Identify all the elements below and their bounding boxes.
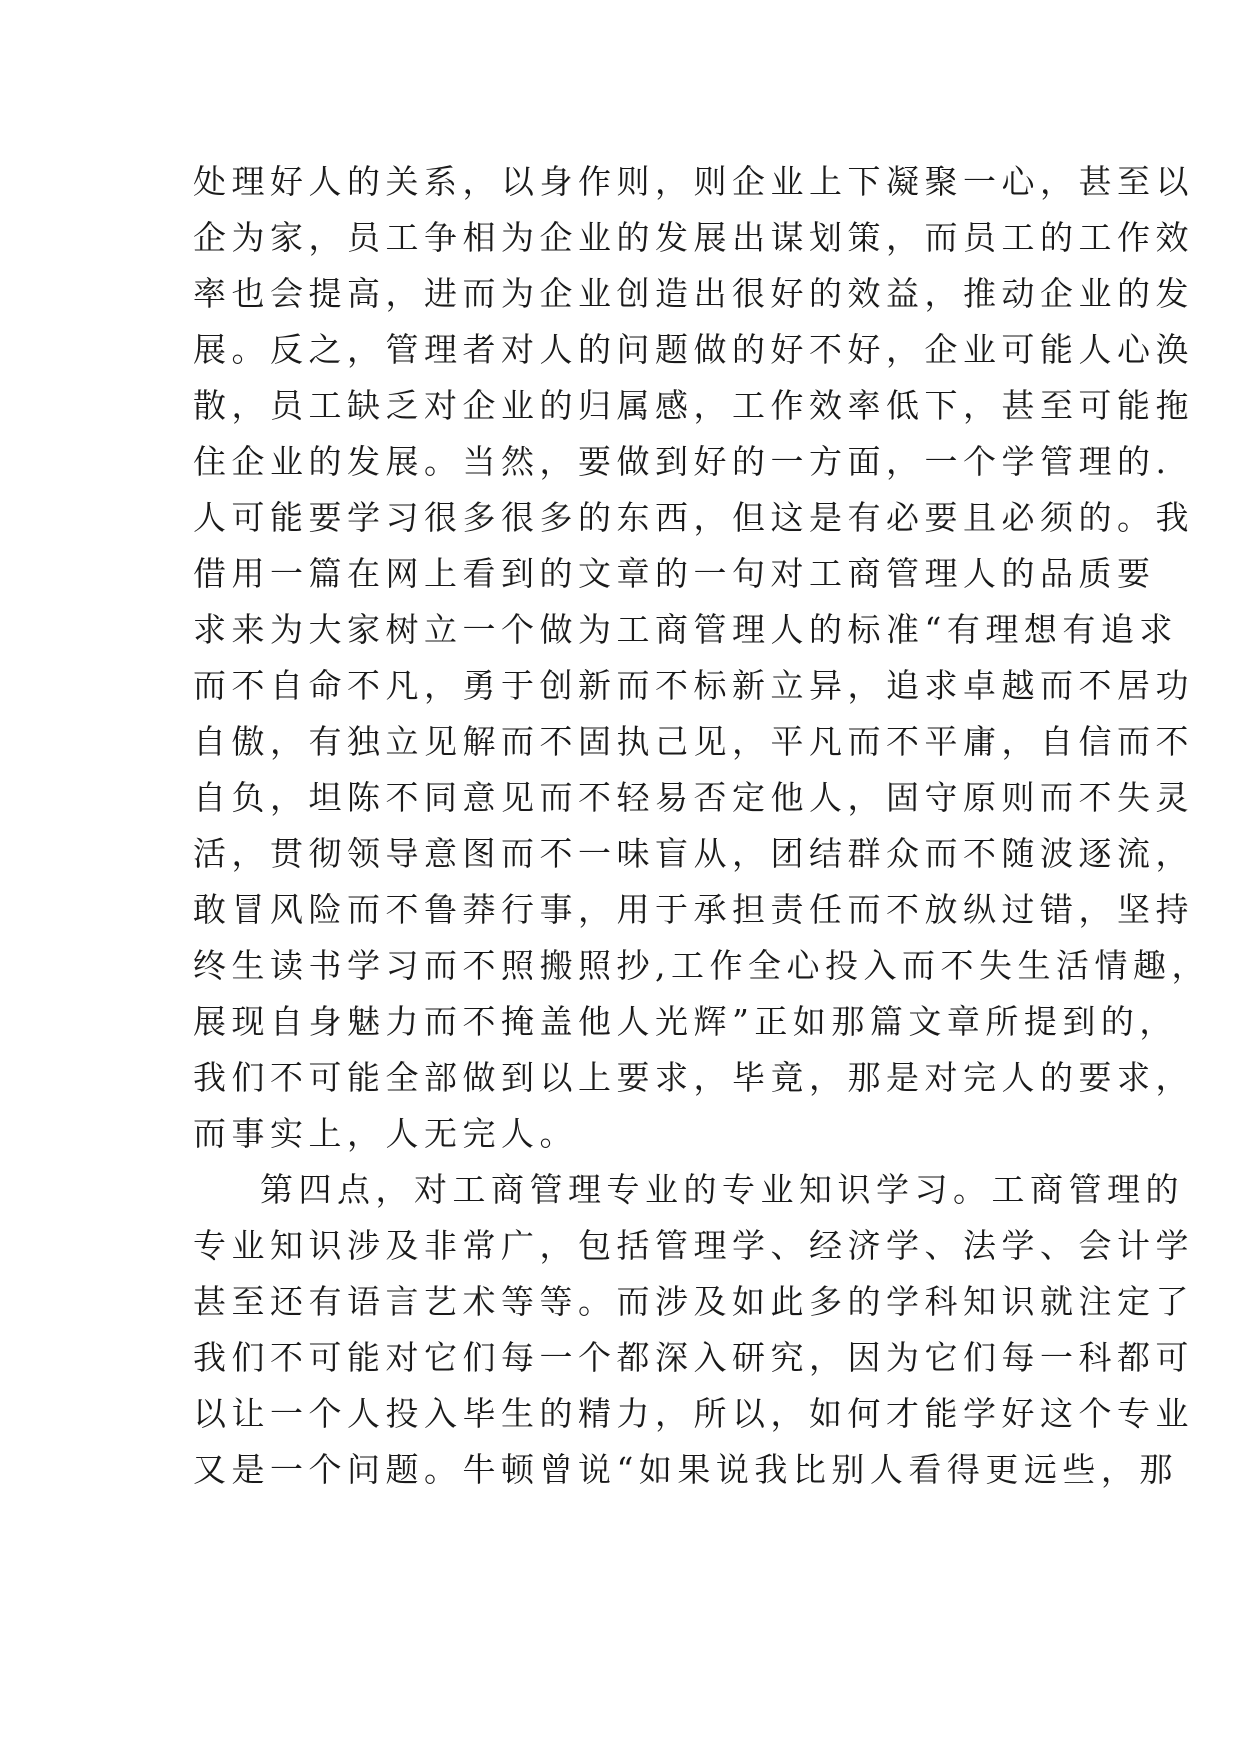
text-line: 又是一个问题。牛顿曾说“如果说我比别人看得更远些，那 [193, 1450, 1178, 1489]
text-line: 专业知识涉及非常广，包括管理学、经济学、法学、会计学 [193, 1226, 1194, 1265]
text-line: 展。反之，管理者对人的问题做的好不好，企业可能人心涣 [193, 330, 1194, 369]
text-line: 自傲，有独立见解而不固执己见，平凡而不平庸，自信而不 [193, 722, 1194, 761]
text-line: 自负，坦陈不同意见而不轻易否定他人，固守原则而不失灵 [193, 778, 1194, 817]
text-line: 展现自身魅力而不掩盖他人光辉”正如那篇文章所提到的， [193, 1002, 1178, 1041]
text-line: 敢冒风险而不鲁莽行事，用于承担责任而不放纵过错，坚持 [193, 890, 1194, 929]
text-line: 率也会提高，进而为企业创造出很好的效益，推动企业的发 [193, 274, 1194, 313]
text-line: 我们不可能对它们每一个都深入研究，因为它们每一科都可 [193, 1338, 1194, 1377]
text-line: 终生读书学习而不照搬照抄,工作全心投入而不失生活情趣， [193, 946, 1210, 985]
text-line: 借用一篇在网上看到的文章的一句对工商管理人的品质要 [193, 554, 1156, 593]
text-line: 散，员工缺乏对企业的归属感，工作效率低下，甚至可能拖 [193, 386, 1194, 425]
text-line: 甚至还有语言艺术等等。而涉及如此多的学科知识就注定了 [193, 1282, 1194, 1321]
text-line: 住企业的发展。当然，要做到好的一方面，一个学管理的. [193, 442, 1172, 481]
text-line: 处理好人的关系，以身作则，则企业上下凝聚一心，甚至以 [193, 162, 1194, 201]
text-line: 活，贯彻领导意图而不一味盲从，团结群众而不随波逐流， [193, 834, 1194, 873]
paragraph-first-line: 第四点，对工商管理专业的专业知识学习。工商管理的 [260, 1170, 1184, 1209]
text-line: 企为家，员工争相为企业的发展出谋划策，而员工的工作效 [193, 218, 1194, 257]
text-line: 我们不可能全部做到以上要求，毕竟，那是对完人的要求， [193, 1058, 1194, 1097]
text-line: 求来为大家树立一个做为工商管理人的标准“有理想有追求 [193, 610, 1178, 649]
text-line: 而不自命不凡，勇于创新而不标新立异，追求卓越而不居功 [193, 666, 1194, 705]
text-line: 人可能要学习很多很多的东西，但这是有必要且必须的。我 [193, 498, 1194, 537]
text-line: 以让一个人投入毕生的精力，所以，如何才能学好这个专业 [193, 1394, 1194, 1433]
text-line: 而事实上，人无完人。 [193, 1114, 578, 1153]
